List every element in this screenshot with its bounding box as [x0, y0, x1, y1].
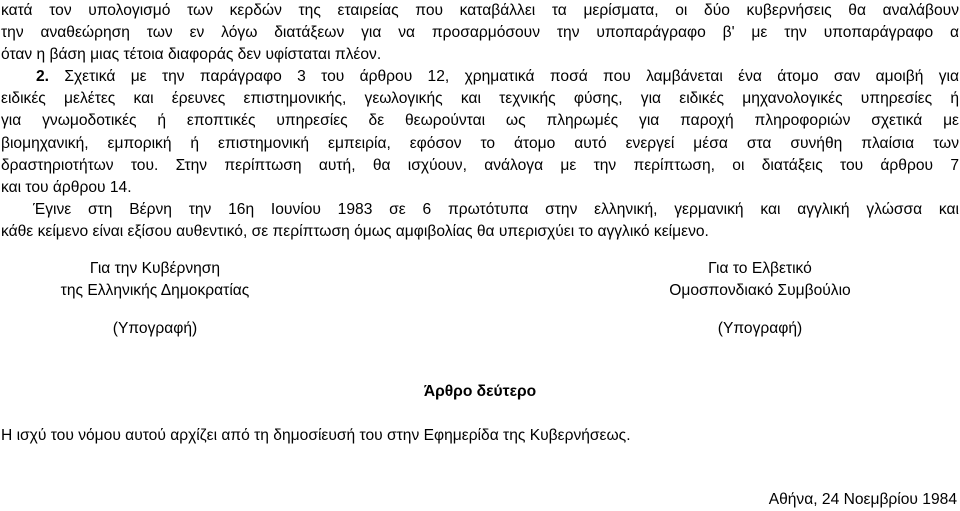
signature-left — [25, 318, 285, 340]
text-line: για γνωμοδοτικές ή εποπτικές υπηρεσίες δε θεωρούνται ως πληρωμές για παροχή πληροφοριών σχετικά με — [1, 112, 959, 130]
article-title: Άρθρο δεύτερο — [423, 383, 537, 400]
text-line: ειδικές μελέτες και έρευνες επιστημονικής, γεωλογικής και τεχνικής φύσης, για ειδικές μηχανολογικές υπηρεσίες ή — [1, 90, 959, 108]
signature-left-label: (Υπογραφή) — [112, 320, 198, 337]
signature-right-label: (Υπογραφή) — [717, 320, 803, 337]
paragraph-number: 2. — [36, 68, 50, 85]
text-line: όταν η βάση μιας τέτοια διαφοράς δεν υφίσταται πλέον. — [1, 46, 382, 64]
text-line: Έγινε στη Βέρνη την 16η Ιουνίου 1983 σε 6 πρωτότυπα στην ελληνική, γερμανική και αγγλική γλώσσα και — [33, 201, 959, 218]
text-line: βιομηχανική, εμπορική ή επιστημονική εμπειρία, εφόσον το άτομο αυτό ενεργεί μέσα στα συνήθη πλαίσια των — [1, 134, 959, 152]
text-line: κατά τον υπολογισμό των κερδών της εταιρείας που καταβάλλει τα μερίσματα, οι δύο κυβερνήσεις θα αναλάβουν — [1, 2, 959, 19]
text-fragment: Σχετικά με την παράγραφο 3 του άρθρου 12, χρηματικά ποσά που λαμβάνεται ένα άτομο σαν αμοιβή για — [64, 68, 959, 85]
signatory-right-line1: Για το Ελβετικό — [708, 260, 812, 277]
signatory-right-line2: Ομοσπονδιακό Συμβούλιο — [669, 282, 851, 300]
signature-right — [605, 318, 915, 340]
paragraph-2-first-line — [1, 66, 959, 88]
continuation-paragraph — [1, 0, 959, 67]
signatory-left-line1: Για την Κυβέρνηση — [89, 260, 221, 277]
signatory-left-line2: της Ελληνικής Δημοκρατίας — [60, 282, 250, 300]
text-line: την αναθεώρηση των εν λόγω διατάξεων για να προσαρμόσουν την υποπαράγραφο β' με την υποπαράγραφο α — [1, 24, 959, 42]
signatory-left — [25, 258, 285, 302]
effect-statement: Η ισχύ του νόμου αυτού αρχίζει από τη δημοσίευσή του στην Εφημερίδα της Κυβερνήσεως. — [1, 427, 631, 444]
text-line: κάθε κείμενο είναι εξίσου αυθεντικό, σε περίπτωση όμως αμφιβολίας θα υπερισχύει το αγγλικό κείμενο. — [1, 223, 709, 241]
date-line: Αθήνα, 24 Νοεμβρίου 1984 — [768, 491, 957, 508]
signatory-right — [605, 258, 915, 302]
text-line: δραστηριοτήτων του. Στην περίπτωση αυτή, θα ισχύουν, ανάλογα με την περίπτωση, οι διατάξεις του άρθρου 7 — [1, 156, 959, 174]
text-line: και του άρθρου 14. — [1, 179, 132, 197]
signing-paragraph — [1, 199, 959, 243]
paragraph-2 — [1, 66, 959, 199]
